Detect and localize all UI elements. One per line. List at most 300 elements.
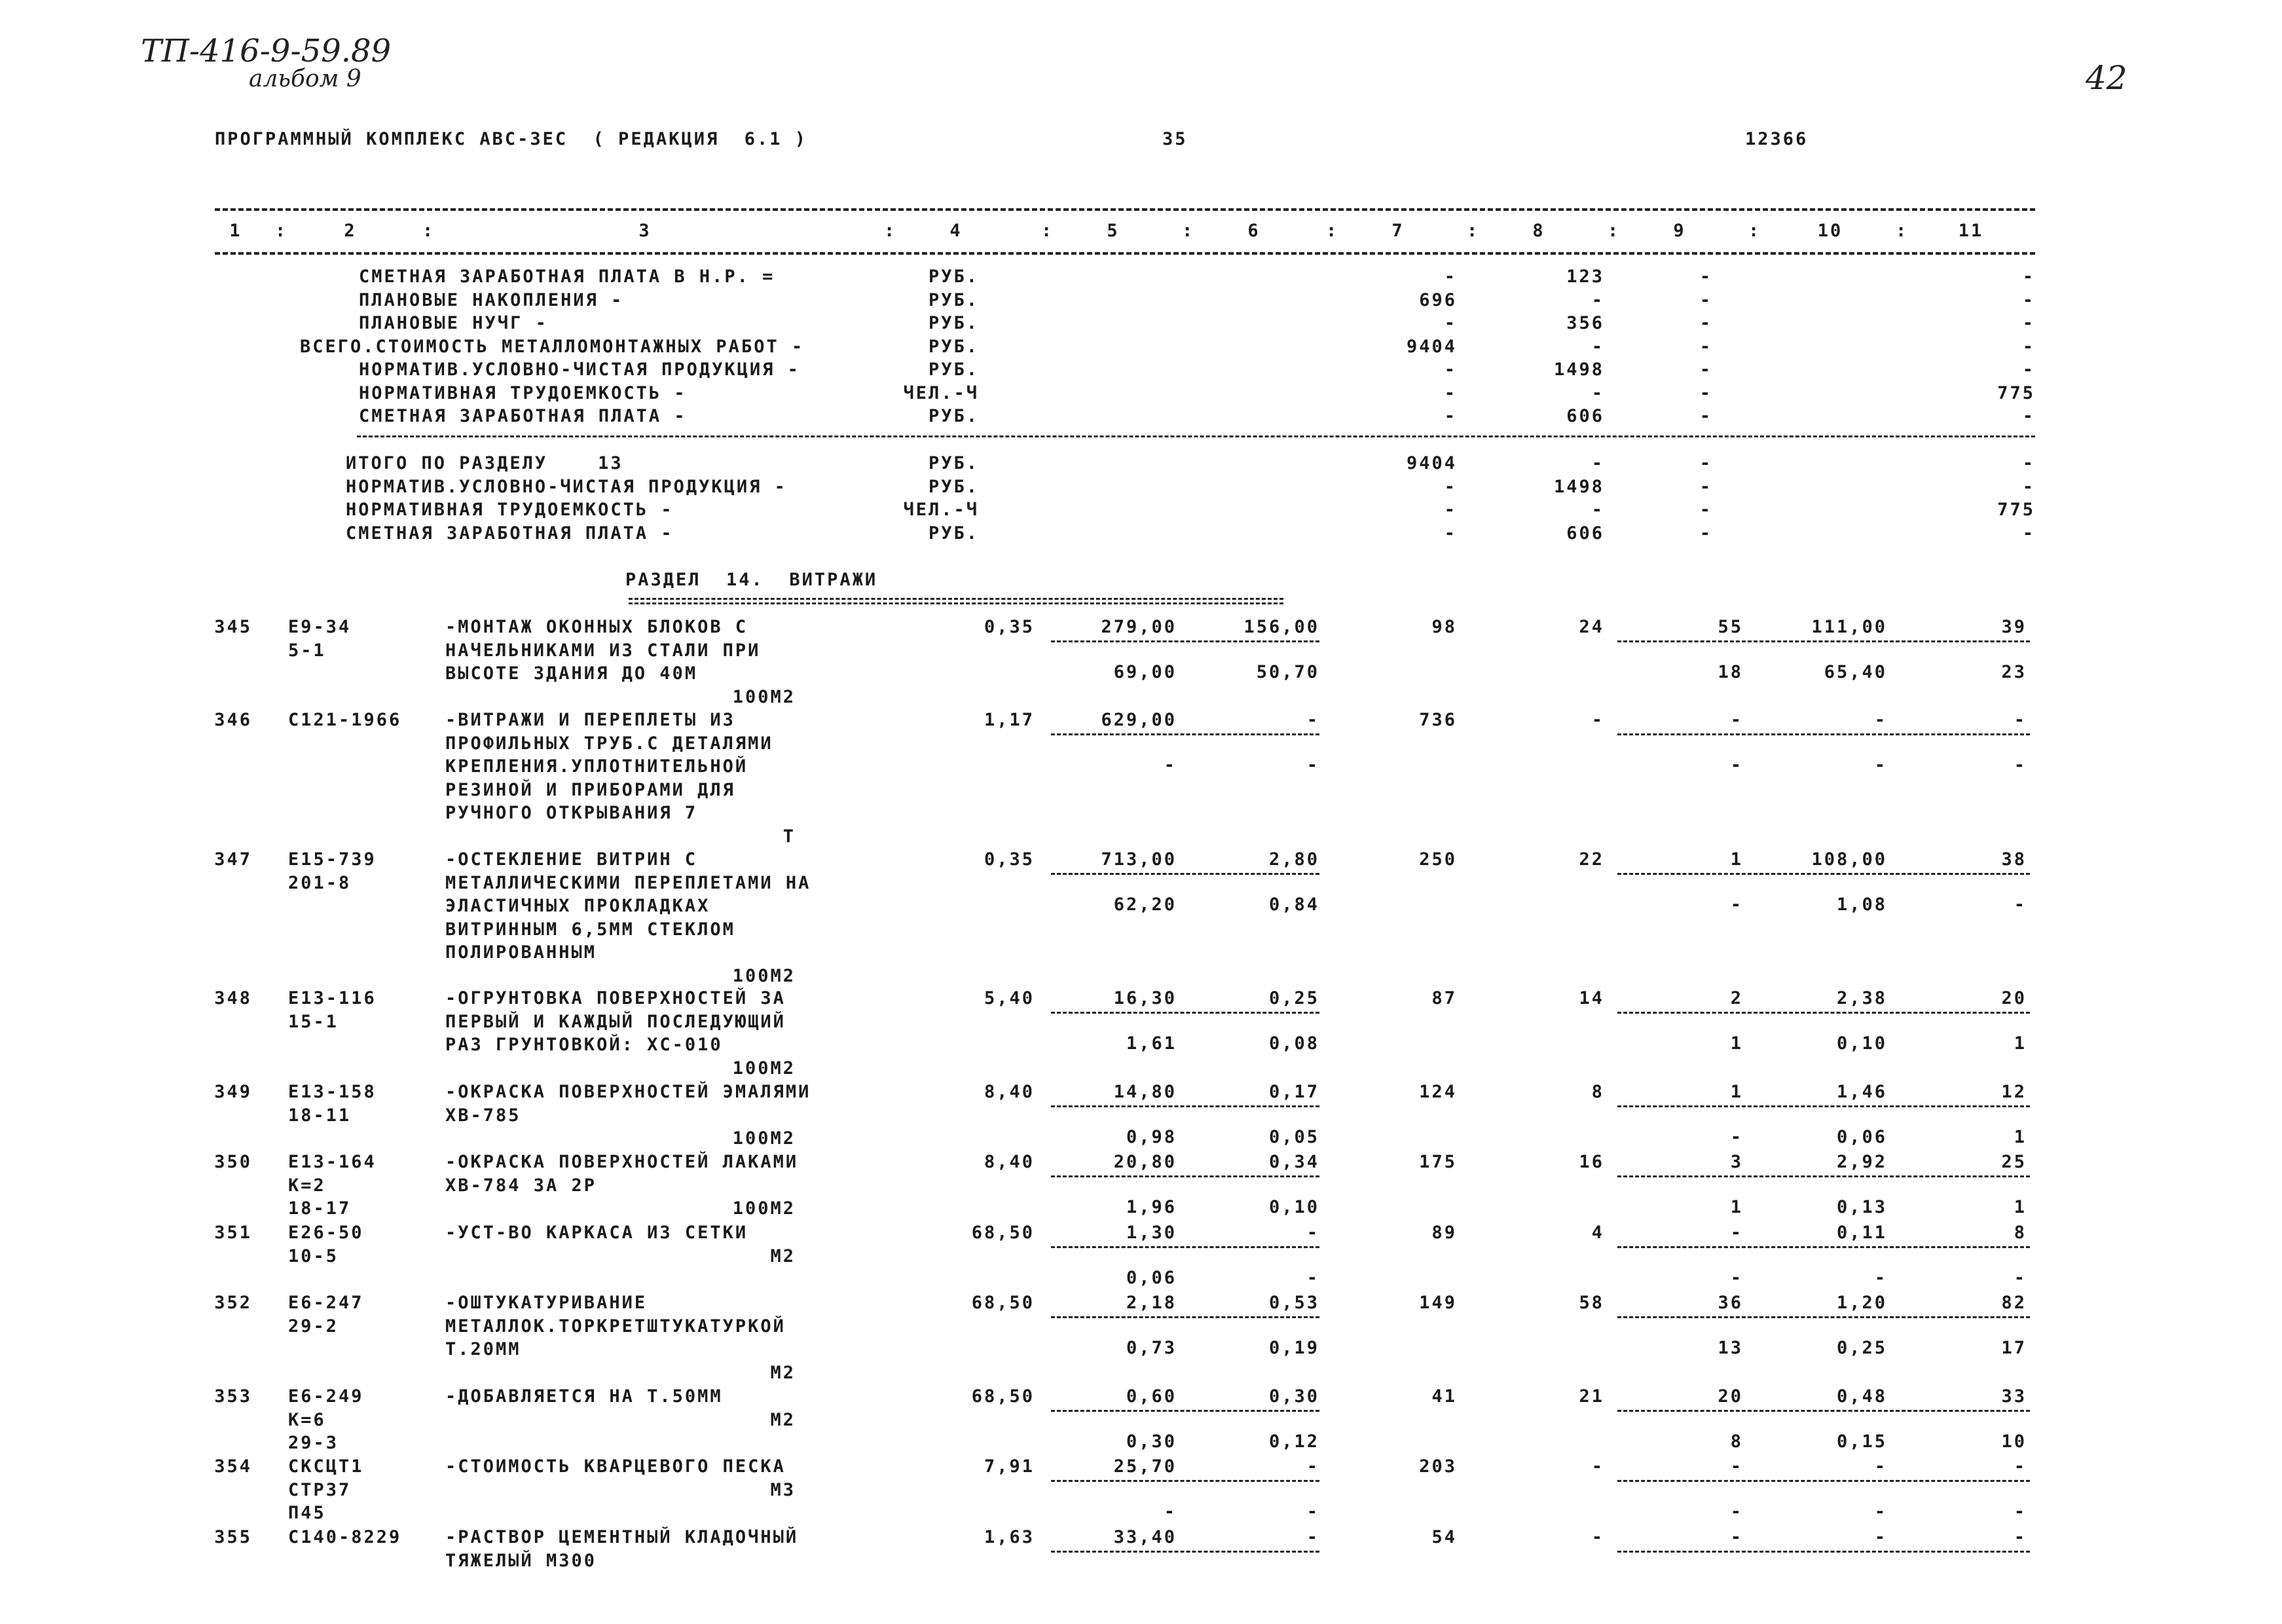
column-number: 7	[1391, 221, 1405, 241]
row-col9-value: -	[1730, 1456, 1743, 1477]
column-number: 2	[344, 221, 357, 241]
row-col8: 24	[1579, 617, 1604, 637]
summary-col8: 606	[1566, 406, 1604, 426]
summary-col9: -	[1699, 289, 1712, 310]
row-number: 351	[214, 1223, 252, 1243]
row-description: НАЧЕЛЬНИКАМИ ИЗ СТАЛИ ПРИ	[445, 640, 761, 661]
summary-col7: -	[1444, 360, 1457, 380]
row-col11-value: 39	[2001, 617, 2027, 637]
row-description: ХВ-784 ЗА 2Р	[445, 1175, 597, 1196]
summary-col7: -	[1444, 313, 1457, 333]
row-col5-sub: 62,20	[1113, 895, 1177, 915]
summary-label: ПЛАНОВЫЕ НУЧГ -	[359, 313, 548, 333]
row-unit: 100М2	[732, 965, 796, 986]
column-number: 9	[1673, 221, 1686, 241]
row-subtotal-dash	[1051, 1105, 1319, 1107]
summary-col9: -	[1699, 267, 1712, 287]
row-col11-value: 33	[2001, 1386, 2027, 1407]
row-col5-value: 0,60	[1126, 1386, 1177, 1407]
row-description: ХВ-785	[445, 1105, 521, 1126]
section-underline-2	[629, 602, 1283, 604]
section-underline	[629, 598, 1283, 600]
row-col9-value: -	[1730, 1527, 1743, 1547]
row-col11-sub: 1	[2014, 1127, 2027, 1147]
row-code: Е13-116	[288, 988, 377, 1008]
row-col9-sub: -	[1730, 1127, 1743, 1147]
row-subtotal-dash	[1617, 1175, 2030, 1177]
row-col4: 68,50	[971, 1386, 1035, 1407]
row-subtotal-dash	[1051, 1551, 1319, 1553]
row-description: -СТОИМОСТЬ КВАРЦЕВОГО ПЕСКА	[445, 1456, 786, 1477]
row-code: К=2	[288, 1175, 326, 1196]
row-col7: 175	[1419, 1152, 1457, 1172]
row-col10-sub: 65,40	[1824, 662, 1887, 682]
summary-unit: РУБ.	[928, 289, 979, 310]
row-col9-value: 55	[1718, 617, 1743, 637]
summary-col9: -	[1699, 406, 1712, 426]
row-col4: 0,35	[984, 617, 1035, 637]
row-col7: 54	[1431, 1527, 1457, 1547]
row-col6-sub: -	[1306, 1268, 1319, 1288]
column-number: 10	[1817, 221, 1843, 241]
row-description: РУЧНОГО ОТКРЫВАНИЯ 7	[445, 803, 698, 823]
row-description: -ДОБАВЛЯЕТСЯ НА Т.50ММ	[445, 1386, 723, 1407]
row-description: -УСТ-ВО КАРКАСА ИЗ СЕТКИ	[445, 1223, 748, 1243]
row-col5-value: 629,00	[1101, 710, 1177, 730]
summary-col9: -	[1699, 382, 1712, 403]
row-col7: 250	[1419, 849, 1457, 870]
row-code: 18-11	[288, 1105, 352, 1126]
row-col9-value: 1	[1730, 849, 1743, 870]
row-col10-value: 1,20	[1836, 1293, 1887, 1313]
row-col6-value: 2,80	[1268, 849, 1319, 870]
summary-col7: -	[1444, 500, 1457, 520]
summary-label: СМЕТНАЯ ЗАРАБОТНАЯ ПЛАТА В Н.Р. =	[359, 267, 775, 287]
row-col11-value: 20	[2001, 988, 2027, 1008]
row-col6-sub: 0,10	[1268, 1197, 1319, 1217]
row-col10-value: -	[1874, 710, 1887, 730]
row-col10-value: 0,48	[1836, 1386, 1887, 1407]
row-col4: 8,40	[984, 1152, 1035, 1172]
column-number: 8	[1532, 221, 1545, 241]
row-description: КРЕПЛЕНИЯ.УПЛОТНИТЕЛЬНОЙ	[445, 756, 748, 777]
summary-col8: 1498	[1553, 476, 1604, 497]
row-col9-value: 36	[1718, 1293, 1743, 1313]
row-col11-value: 8	[2014, 1223, 2027, 1243]
row-col10-sub: 0,06	[1836, 1127, 1887, 1147]
row-code: Е13-158	[288, 1082, 377, 1102]
row-col5-value: 33,40	[1113, 1527, 1177, 1547]
summary-col8: -	[1591, 289, 1604, 310]
row-col9-sub: 18	[1718, 662, 1743, 682]
summary-col11: -	[2022, 289, 2035, 310]
row-description: ВИТРИННЫМ 6,5ММ СТЕКЛОМ	[445, 919, 735, 940]
row-description: ЭЛАСТИЧНЫХ ПРОКЛАДКАХ	[445, 896, 710, 916]
row-code: 29-3	[288, 1433, 339, 1453]
row-col5-value: 25,70	[1113, 1456, 1177, 1477]
summary-unit: РУБ.	[928, 313, 979, 333]
row-description: ТЯЖЕЛЫЙ М300	[445, 1550, 597, 1571]
summary-label: ИТОГО ПО РАЗДЕЛУ 13	[346, 453, 623, 473]
row-code: Е6-249	[288, 1386, 364, 1407]
row-col11-sub: 17	[2001, 1338, 2027, 1358]
row-code: 201-8	[288, 872, 352, 893]
row-col6-sub: 0,19	[1268, 1338, 1319, 1358]
row-col7: 149	[1419, 1293, 1457, 1313]
summary-col11: -	[2022, 336, 2035, 357]
row-col5-value: 2,18	[1126, 1293, 1177, 1313]
summary-col8: -	[1591, 336, 1604, 357]
summary-label: НОРМАТИВ.УСЛОВНО-ЧИСТАЯ ПРОДУКЦИЯ -	[346, 476, 787, 497]
row-col6-value: 0,25	[1268, 988, 1319, 1008]
row-col5-value: 279,00	[1101, 617, 1177, 637]
row-col11-value: 82	[2001, 1293, 2027, 1313]
row-col6-sub: 0,84	[1268, 895, 1319, 915]
row-col8: -	[1591, 710, 1604, 730]
summary-col11: -	[2022, 406, 2035, 426]
row-col9-value: 3	[1730, 1152, 1743, 1172]
summary-col11: -	[2022, 476, 2035, 497]
row-code: 18-17	[288, 1198, 352, 1219]
row-col6-sub: 0,05	[1268, 1127, 1319, 1147]
row-col10-value: -	[1874, 1456, 1887, 1477]
row-col11-value: 12	[2001, 1082, 2027, 1102]
column-separator: :	[1748, 221, 1761, 241]
row-code: 5-1	[288, 640, 326, 661]
row-col6-sub: -	[1306, 755, 1319, 775]
row-subtotal-dash	[1617, 1410, 2030, 1412]
row-col11-value: -	[2014, 1456, 2027, 1477]
summary-unit: ЧЕЛ.-Ч	[903, 382, 979, 403]
summary-unit: РУБ.	[928, 267, 979, 287]
row-unit: Т	[782, 826, 796, 847]
row-col8: 21	[1579, 1386, 1604, 1407]
row-col9-value: -	[1730, 710, 1743, 730]
row-unit: М2	[770, 1246, 796, 1266]
summary-col7: 9404	[1406, 453, 1457, 473]
column-number: 11	[1958, 221, 1984, 241]
row-col11-sub: 10	[2001, 1431, 2027, 1452]
row-col11-sub: -	[2014, 1268, 2027, 1288]
row-col5-sub: -	[1164, 755, 1177, 775]
row-unit: М2	[770, 1409, 796, 1430]
column-number: 6	[1247, 221, 1261, 241]
row-col11-sub: -	[2014, 1502, 2027, 1522]
row-col11-sub: 1	[2014, 1197, 2027, 1217]
row-col10-sub: 0,10	[1836, 1033, 1887, 1054]
summary-col7: 696	[1419, 289, 1457, 310]
summary-col7: -	[1444, 406, 1457, 426]
summary-col11: 775	[1997, 382, 2035, 403]
row-number: 352	[214, 1293, 252, 1313]
row-col10-value: 0,11	[1836, 1223, 1887, 1243]
row-col8: 58	[1579, 1293, 1604, 1313]
row-col4: 7,91	[984, 1456, 1035, 1477]
column-separator: :	[275, 221, 288, 241]
summary-col8: 123	[1566, 267, 1604, 287]
row-col11-sub: 23	[2001, 662, 2027, 682]
summary-col9: -	[1699, 336, 1712, 357]
row-col6-value: -	[1306, 1223, 1319, 1243]
row-col8: 4	[1591, 1223, 1604, 1243]
row-col6-value: 0,30	[1268, 1386, 1319, 1407]
row-col7: 124	[1419, 1082, 1457, 1102]
row-col5-value: 1,30	[1126, 1223, 1177, 1243]
row-code: 15-1	[288, 1011, 339, 1032]
row-number: 354	[214, 1456, 252, 1477]
summary-col7: -	[1444, 382, 1457, 403]
row-col5-value: 14,80	[1113, 1082, 1177, 1102]
row-number: 347	[214, 849, 252, 870]
summary-label: НОРМАТИВНАЯ ТРУДОЕМКОСТЬ -	[346, 500, 674, 520]
column-number: 1	[229, 221, 242, 241]
column-separator: :	[1896, 221, 1909, 241]
row-col5-sub: 69,00	[1113, 662, 1177, 682]
row-col7: 203	[1419, 1456, 1457, 1477]
row-col9-value: -	[1730, 1223, 1743, 1243]
summary-unit: ЧЕЛ.-Ч	[903, 500, 979, 520]
row-number: 353	[214, 1386, 252, 1407]
row-description: -ОКРАСКА ПОВЕРХНОСТЕЙ ЛАКАМИ	[445, 1152, 799, 1172]
row-number: 350	[214, 1152, 252, 1172]
row-col10-value: 2,38	[1836, 988, 1887, 1008]
row-col6-value: -	[1306, 710, 1319, 730]
summary-separator	[357, 435, 2035, 437]
row-col9-sub: 8	[1730, 1431, 1743, 1452]
summary-label: ПЛАНОВЫЕ НАКОПЛЕНИЯ -	[359, 289, 624, 310]
summary-unit: РУБ.	[928, 453, 979, 473]
row-col9-sub: -	[1730, 1502, 1743, 1522]
summary-col9: -	[1699, 453, 1712, 473]
row-description: МЕТАЛЛОК.ТОРКРЕТШТУКАТУРКОЙ	[445, 1316, 786, 1337]
column-separator: :	[1041, 221, 1054, 241]
row-code: Е9-34	[288, 617, 352, 637]
row-col9-value: 20	[1718, 1386, 1743, 1407]
summary-unit: РУБ.	[928, 476, 979, 497]
row-col8: 16	[1579, 1152, 1604, 1172]
row-description: -ВИТРАЖИ И ПЕРЕПЛЕТЫ ИЗ	[445, 710, 735, 730]
row-number: 345	[214, 617, 252, 637]
page-counter: 35	[1162, 129, 1188, 149]
row-description: -РАСТВОР ЦЕМЕНТНЫЙ КЛАДОЧНЫЙ	[445, 1527, 799, 1547]
row-subtotal-dash	[1617, 1105, 2030, 1107]
summary-label: СМЕТНАЯ ЗАРАБОТНАЯ ПЛАТА -	[346, 523, 674, 544]
row-subtotal-dash	[1051, 1175, 1319, 1177]
row-col9-sub: 1	[1730, 1033, 1743, 1054]
row-unit: 100М2	[732, 1058, 796, 1079]
row-subtotal-dash	[1617, 1316, 2030, 1318]
row-col5-sub: 0,73	[1126, 1338, 1177, 1358]
row-code: К=6	[288, 1409, 326, 1430]
row-col11-value: -	[2014, 710, 2027, 730]
program-header: ПРОГРАММНЫЙ КОМПЛЕКС АВС-3ЕС ( РЕДАКЦИЯ 6.1 )	[215, 129, 808, 149]
row-subtotal-dash	[1617, 1551, 2030, 1553]
summary-col9: -	[1699, 476, 1712, 497]
summary-col8: -	[1591, 500, 1604, 520]
row-code: С121-1966	[288, 710, 402, 730]
row-description: -МОНТАЖ ОКОННЫХ БЛОКОВ С	[445, 617, 748, 637]
row-col5-sub: -	[1164, 1502, 1177, 1522]
summary-col11: -	[2022, 453, 2035, 473]
row-code: 29-2	[288, 1316, 339, 1337]
row-code: СКСЦТ1	[288, 1456, 364, 1477]
row-col10-sub: 0,25	[1836, 1338, 1887, 1358]
row-col10-sub: -	[1874, 755, 1887, 775]
row-subtotal-dash	[1617, 1246, 2030, 1248]
summary-col8: 1498	[1553, 360, 1604, 380]
column-separator: :	[884, 221, 897, 241]
summary-col9: -	[1699, 313, 1712, 333]
row-col9-sub: 1	[1730, 1197, 1743, 1217]
row-number: 348	[214, 988, 252, 1008]
summary-col11: -	[2022, 313, 2035, 333]
row-subtotal-dash	[1617, 640, 2030, 642]
row-col9-value: 2	[1730, 988, 1743, 1008]
summary-label: СМЕТНАЯ ЗАРАБОТНАЯ ПЛАТА -	[359, 406, 687, 426]
row-col9-value: 1	[1730, 1082, 1743, 1102]
row-col10-value: 2,92	[1836, 1152, 1887, 1172]
summary-col8: 606	[1566, 523, 1604, 544]
row-subtotal-dash	[1051, 733, 1319, 735]
row-number: 355	[214, 1527, 252, 1547]
row-col5-sub: 1,61	[1126, 1033, 1177, 1054]
handwritten-doc-code: ТП-416-9-59.89	[141, 33, 392, 69]
row-number: 349	[214, 1082, 252, 1102]
summary-col11: -	[2022, 267, 2035, 287]
row-col7: 89	[1431, 1223, 1457, 1243]
column-separator: :	[1326, 221, 1339, 241]
row-col10-value: -	[1874, 1527, 1887, 1547]
row-col7: 41	[1431, 1386, 1457, 1407]
row-col11-sub: -	[2014, 895, 2027, 915]
row-subtotal-dash	[1051, 873, 1319, 875]
summary-col11: -	[2022, 360, 2035, 380]
handwritten-album: альбом 9	[249, 65, 361, 92]
row-col5-value: 20,80	[1113, 1152, 1177, 1172]
row-col10-value: 111,00	[1811, 617, 1887, 637]
row-col5-sub: 0,30	[1126, 1431, 1177, 1452]
row-unit: 100М2	[732, 686, 796, 707]
row-col11-value: 25	[2001, 1152, 2027, 1172]
row-code: П45	[288, 1503, 326, 1523]
summary-col8: -	[1591, 453, 1604, 473]
handwritten-page-number: 42	[2086, 59, 2127, 97]
summary-col11: 775	[1997, 500, 2035, 520]
row-col5-sub: 0,06	[1126, 1268, 1177, 1288]
row-subtotal-dash	[1051, 1316, 1319, 1318]
row-col9-sub: 13	[1718, 1338, 1743, 1358]
column-number: 5	[1107, 221, 1120, 241]
row-unit: 100М2	[732, 1198, 796, 1219]
header-bottom-rule	[215, 252, 2035, 255]
row-col4: 1,17	[984, 710, 1035, 730]
row-col10-value: 108,00	[1811, 849, 1887, 870]
summary-col9: -	[1699, 500, 1712, 520]
row-col8: -	[1591, 1527, 1604, 1547]
row-col6-value: 156,00	[1243, 617, 1319, 637]
row-col11-value: -	[2014, 1527, 2027, 1547]
row-description: ПРОФИЛЬНЫХ ТРУБ.С ДЕТАЛЯМИ	[445, 733, 773, 754]
row-col10-sub: 0,13	[1836, 1197, 1887, 1217]
row-col11-value: 38	[2001, 849, 2027, 870]
row-col6-value: -	[1306, 1456, 1319, 1477]
summary-col9: -	[1699, 523, 1712, 544]
summary-unit: РУБ.	[928, 360, 979, 380]
row-unit: М3	[770, 1479, 796, 1500]
summary-col7: -	[1444, 523, 1457, 544]
row-col6-sub: 0,12	[1268, 1431, 1319, 1452]
row-code: СТР37	[288, 1479, 352, 1500]
row-col10-sub: -	[1874, 1268, 1887, 1288]
row-col10-value: 1,46	[1836, 1082, 1887, 1102]
row-unit: 100М2	[732, 1128, 796, 1149]
row-col6-value: 0,34	[1268, 1152, 1319, 1172]
row-subtotal-dash	[1051, 1246, 1319, 1248]
row-col4: 1,63	[984, 1527, 1035, 1547]
row-description: ПЕРВЫЙ И КАЖДЫЙ ПОСЛЕДУЮЩИЙ	[445, 1011, 786, 1032]
row-subtotal-dash	[1051, 1480, 1319, 1482]
summary-col7: -	[1444, 267, 1457, 287]
row-subtotal-dash	[1051, 1410, 1319, 1412]
row-col6-value: 0,53	[1268, 1293, 1319, 1313]
row-col9-sub: -	[1730, 1268, 1743, 1288]
row-subtotal-dash	[1617, 1480, 2030, 1482]
row-col5-sub: 1,96	[1126, 1197, 1177, 1217]
row-col8: 14	[1579, 988, 1604, 1008]
summary-col7: -	[1444, 476, 1457, 497]
row-col6-value: -	[1306, 1527, 1319, 1547]
row-col8: 8	[1591, 1082, 1604, 1102]
row-col5-sub: 0,98	[1126, 1127, 1177, 1147]
row-description: МЕТАЛЛИЧЕСКИМИ ПЕРЕПЛЕТАМИ НА	[445, 872, 811, 893]
doc-code-printed: 12366	[1745, 129, 1809, 149]
row-col4: 68,50	[971, 1223, 1035, 1243]
column-number: 3	[638, 221, 652, 241]
summary-unit: РУБ.	[928, 406, 979, 426]
row-subtotal-dash	[1051, 640, 1319, 642]
row-col10-sub: 1,08	[1836, 895, 1887, 915]
row-code: Е15-739	[288, 849, 377, 870]
summary-label: НОРМАТИВНАЯ ТРУДОЕМКОСТЬ -	[359, 382, 687, 403]
row-unit: М2	[770, 1362, 796, 1383]
row-code: Е6-247	[288, 1293, 364, 1313]
column-separator: :	[1467, 221, 1480, 241]
section-title: РАЗДЕЛ 14. ВИТРАЖИ	[625, 570, 878, 590]
column-separator: :	[1608, 221, 1621, 241]
summary-col7: 9404	[1406, 336, 1457, 357]
row-col4: 68,50	[971, 1293, 1035, 1313]
row-description: ВЫСОТЕ ЗДАНИЯ ДО 40М	[445, 663, 698, 684]
summary-col11: -	[2022, 523, 2035, 544]
row-description: Т.20ММ	[445, 1339, 521, 1359]
column-separator: :	[1182, 221, 1195, 241]
row-description: РАЗ ГРУНТОВКОЙ: ХС-010	[445, 1035, 723, 1055]
row-col6-sub: 0,08	[1268, 1033, 1319, 1054]
row-subtotal-dash	[1617, 733, 2030, 735]
row-col11-sub: -	[2014, 755, 2027, 775]
column-separator: :	[422, 221, 435, 241]
row-description: -ОГРУНТОВКА ПОВЕРХНОСТЕЙ ЗА	[445, 988, 786, 1008]
row-subtotal-dash	[1617, 873, 2030, 875]
row-col6-sub: 50,70	[1256, 662, 1319, 682]
row-col5-value: 713,00	[1101, 849, 1177, 870]
row-col8: 22	[1579, 849, 1604, 870]
row-description: -ОКРАСКА ПОВЕРХНОСТЕЙ ЭМАЛЯМИ	[445, 1082, 811, 1102]
row-col7: 736	[1419, 710, 1457, 730]
row-col7: 98	[1431, 617, 1457, 637]
summary-unit: РУБ.	[928, 523, 979, 544]
row-col8: -	[1591, 1456, 1604, 1477]
